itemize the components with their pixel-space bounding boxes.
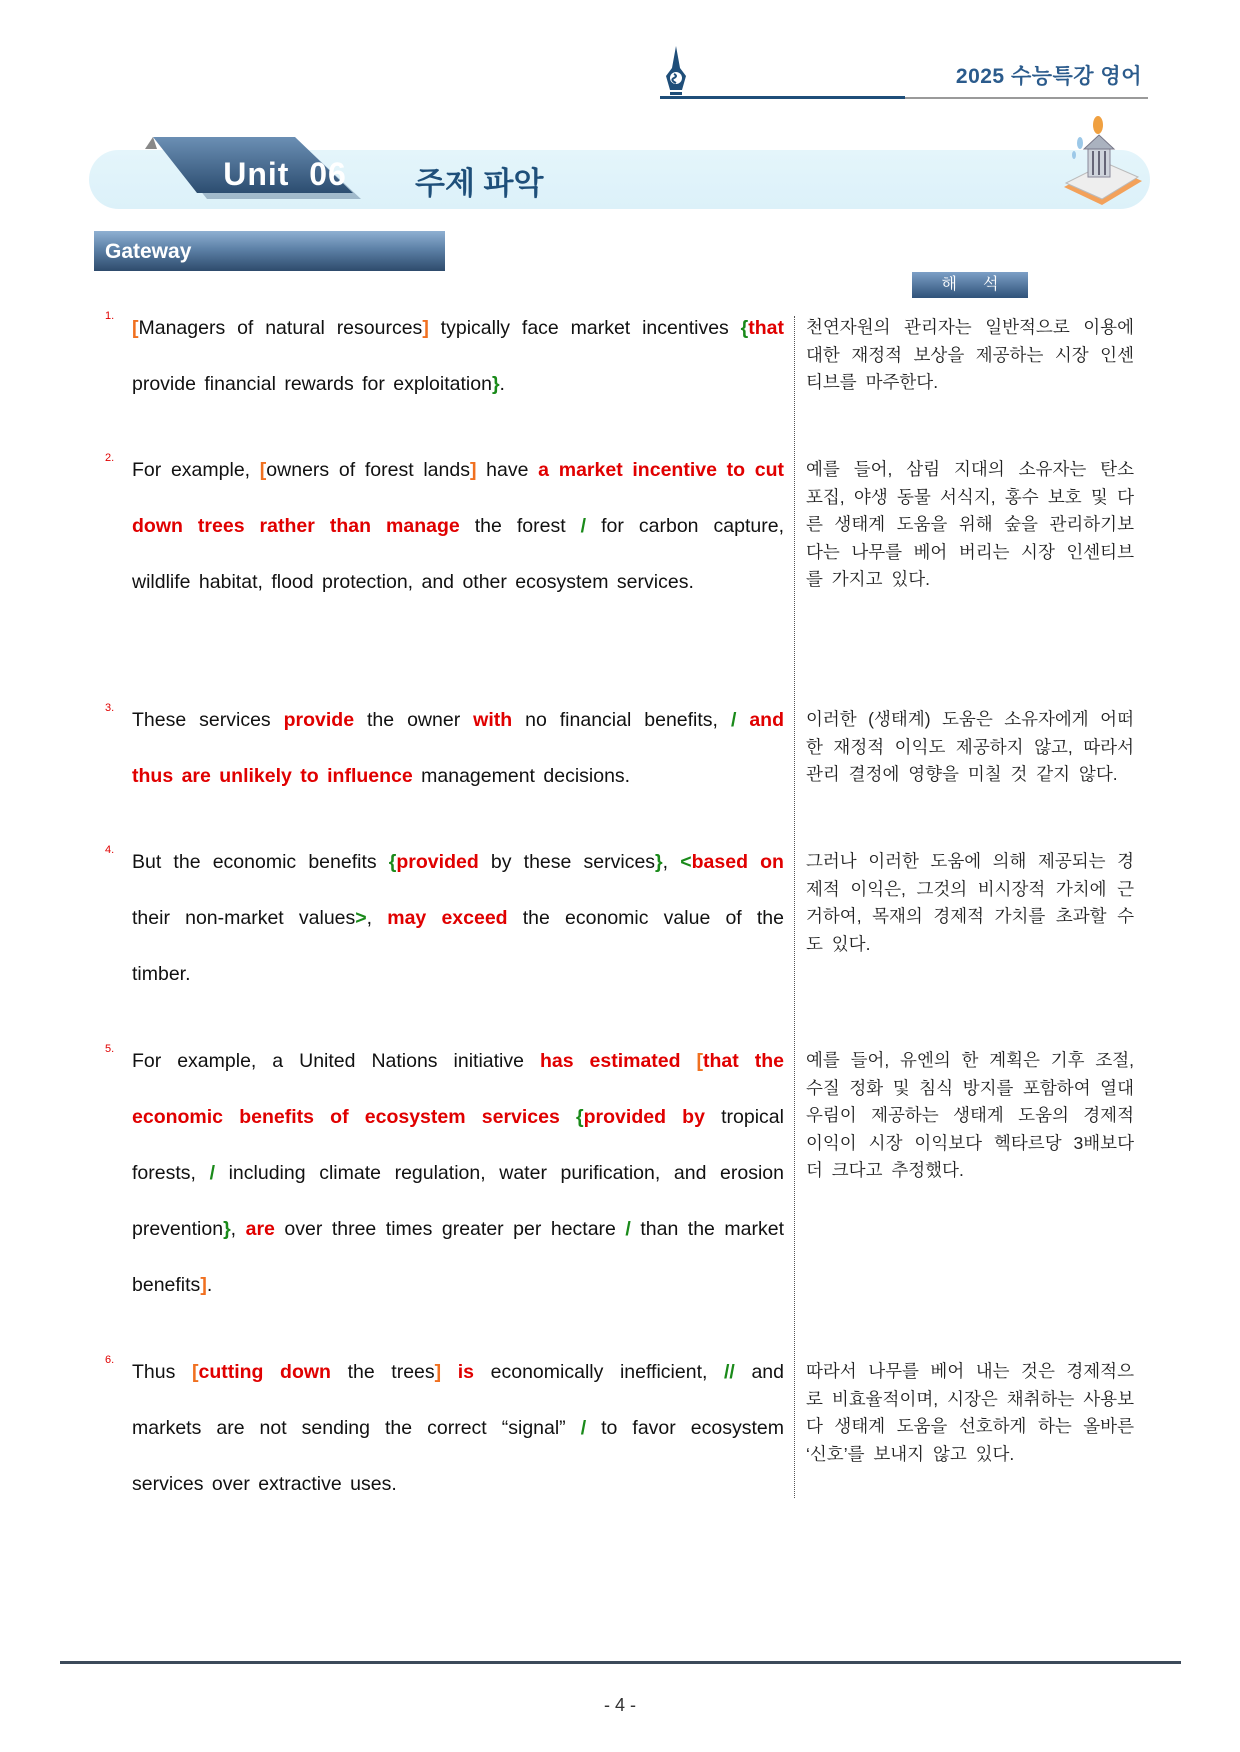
sentence-text: no financial benefits,	[512, 709, 731, 731]
highlighted-phrase: a market incentive to cut down trees rather than manage	[132, 459, 785, 537]
highlighted-phrase: and thus are unlikely to influence	[132, 709, 784, 787]
bracket-mark: ]	[422, 317, 429, 339]
sentence-text: by these services	[478, 851, 656, 873]
english-sentence	[132, 442, 784, 610]
structure-mark: {	[576, 1106, 584, 1128]
sentence-text: ,	[662, 851, 681, 873]
structure-mark: <	[680, 851, 692, 873]
sentence-text: and markets are not sending the correct “signal”	[132, 1361, 785, 1439]
structure-mark: /	[580, 515, 587, 537]
english-sentence	[132, 834, 784, 1002]
sentence-text	[681, 1050, 697, 1072]
sentence-text: economically inefficient,	[474, 1361, 725, 1383]
bracket-mark: [	[259, 459, 267, 481]
highlighted-phrase: has estimated	[539, 1050, 681, 1072]
bracket-mark: ]	[200, 1274, 207, 1296]
structure-mark: /	[209, 1162, 215, 1184]
sentence-text: the trees	[330, 1361, 435, 1383]
sentence-number: 1.	[105, 310, 115, 322]
sentence-text: These services	[132, 709, 284, 731]
sentence-text: the economic value of the timber.	[132, 907, 784, 985]
english-sentence	[132, 1033, 784, 1313]
sentence-text: Thus	[132, 1361, 192, 1383]
sentence-text: have	[476, 459, 539, 481]
column-divider	[794, 316, 795, 1498]
sentence-number: 5.	[105, 1043, 115, 1055]
highlighted-phrase: that the economic benefits of ecosystem services	[132, 1050, 784, 1128]
english-sentence	[132, 300, 784, 412]
korean-translation: 예를 들어, 삼림 지대의 소유자는 탄소 포집, 야생 동물 서식지, 홍수 보호 및 다른 생태계 도움을 위해 숲을 관리하기보다는 나무를 베어 버리는 시장 인센티브를 가지고 있다.	[806, 459, 1134, 589]
sentence-text: the owner	[354, 709, 474, 731]
bracket-mark: ]	[469, 459, 477, 481]
bracket-mark: [	[191, 1361, 199, 1383]
highlighted-phrase: that	[748, 317, 785, 339]
highlighted-phrase: cutting down	[198, 1361, 331, 1383]
sentence-text: owners of forest lands	[266, 459, 470, 481]
sentence-text: .	[206, 1274, 213, 1296]
structure-mark: }	[655, 851, 663, 873]
translation-label: 해석	[912, 272, 1028, 298]
sentence-text: than the market benefits	[132, 1218, 784, 1296]
sentence-text	[736, 709, 749, 731]
korean-translation: 그러나 이러한 도움에 의해 제공되는 경제적 이익은, 그것의 비시장적 가치에 근거하여, 목재의 경제적 가치를 초과할 수도 있다.	[806, 851, 1134, 954]
sentence-text: For example,	[132, 459, 260, 481]
highlighted-phrase: with	[473, 709, 513, 731]
sentence-number: 2.	[105, 452, 115, 464]
korean-translation: 이러한 (생태계) 도움은 소유자에게 어떠한 재정적 이익도 제공하지 않고, 따라서 관리 결정에 영향을 미칠 것 같지 않다.	[806, 709, 1134, 784]
highlighted-phrase: provide	[283, 709, 355, 731]
korean-translation: 따라서 나무를 베어 내는 것은 경제적으로 비효율적이며, 시장은 채취하는 사용보다 생태계 도움을 선호하게 하는 올바른 ‘신호’를 보내지 않고 있다.	[806, 1361, 1134, 1464]
page-number: - 4 -	[603, 1695, 636, 1715]
header-rule-blue	[660, 96, 905, 99]
structure-mark: /	[580, 1417, 587, 1439]
structure-mark: /	[625, 1218, 631, 1240]
structure-mark: /	[730, 709, 737, 731]
bracket-mark: ]	[434, 1361, 442, 1383]
pen-nib-logo-icon	[662, 46, 690, 100]
sentence-text: to favor ecosystem services over extractive uses.	[132, 1417, 784, 1495]
section-title: Gateway	[105, 240, 192, 263]
structure-mark: >	[355, 907, 367, 929]
footer-rule	[60, 1661, 1181, 1664]
structure-mark: }	[491, 373, 500, 395]
sentence-text: their non-market values	[132, 907, 356, 929]
sentence-number: 6.	[105, 1354, 115, 1366]
unit-topic: 주제 파악	[415, 166, 544, 201]
sentence-text: For example, a United Nations initiative	[132, 1050, 540, 1072]
korean-translation: 예를 들어, 유엔의 한 계획은 기후 조절, 수질 정화 및 침식 방지를 포함하여 열대 우림이 제공하는 생태계 도움의 경제적 이익이 시장 이익보다 헥타르당 3배보다 더 크다고 추정했다.	[806, 1050, 1134, 1180]
sentence-text: including climate regulation, water purification, and erosion prevention	[132, 1162, 784, 1240]
korean-translation: 천연자원의 관리자는 일반적으로 이용에 대한 재정적 보상을 제공하는 시장 인센티브를 마주한다.	[806, 317, 1134, 392]
sentence-number: 4.	[105, 844, 115, 856]
sentence-text: the forest	[459, 515, 581, 537]
structure-mark: {	[740, 317, 749, 339]
sentence-text: over three times greater per hectare	[274, 1218, 626, 1240]
book-title: 2025 수능특강 영어	[955, 65, 1142, 88]
sentence-text: .	[499, 373, 505, 395]
bracket-mark: [	[132, 317, 139, 339]
highlighted-phrase: provided by	[583, 1106, 705, 1128]
sentence-text: ,	[230, 1218, 246, 1240]
highlighted-phrase: provided	[396, 851, 479, 873]
highlighted-phrase: based on	[691, 851, 784, 873]
english-sentence	[132, 1344, 784, 1512]
sentence-text	[560, 1106, 576, 1128]
sentence-text: tropical forests,	[132, 1106, 784, 1184]
structure-mark: {	[388, 851, 397, 873]
unit-number: Unit 06	[223, 156, 347, 192]
highlighted-phrase: is	[457, 1361, 475, 1383]
structure-mark: //	[724, 1361, 735, 1383]
sentence-text: for carbon capture, wildlife habitat, flood protection, and other ecosystem services.	[132, 515, 784, 593]
classical-building-book-icon	[1056, 115, 1146, 210]
highlighted-phrase: may exceed	[387, 907, 508, 929]
sentence-text: ,	[366, 907, 388, 929]
highlighted-phrase: are	[245, 1218, 275, 1240]
english-sentence	[132, 692, 784, 804]
sentence-text: But the economic benefits	[132, 851, 389, 873]
structure-mark: }	[223, 1218, 231, 1240]
section-header-gateway	[94, 231, 445, 271]
sentence-text: Managers of natural resources	[138, 317, 423, 339]
sentence-text: management decisions.	[412, 765, 631, 787]
bracket-mark: [	[696, 1050, 704, 1072]
sentence-text: typically face market incentives	[428, 317, 741, 339]
header-rule-gray	[905, 97, 1148, 99]
sentence-text: provide financial rewards for exploitation	[132, 373, 492, 395]
sentence-text	[441, 1361, 458, 1383]
sentence-number: 3.	[105, 702, 115, 714]
